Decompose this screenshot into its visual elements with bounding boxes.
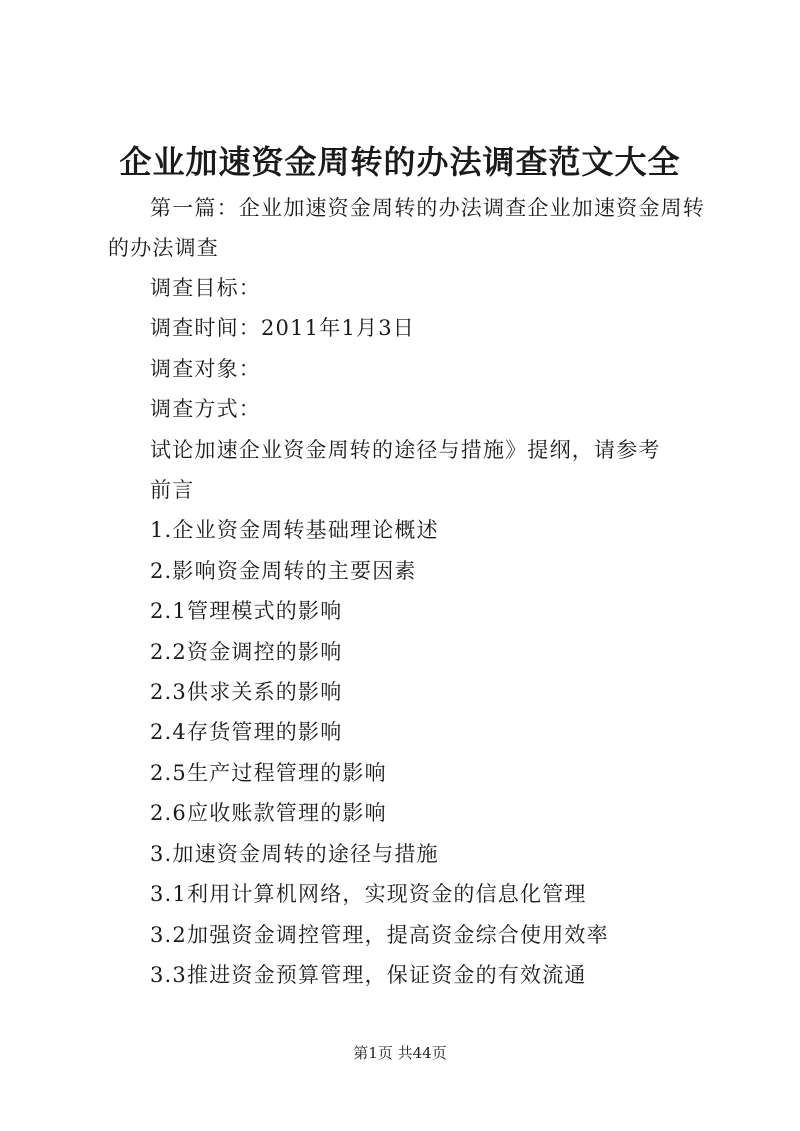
intro-paragraph: 第一篇：企业加速资金周转的办法调查企业加速资金周转的办法调查: [108, 196, 705, 260]
document-title: 企业加速资金周转的办法调查范文大全: [119, 143, 681, 181]
document-body: [108, 188, 708, 995]
outline-item: 2.4存货管理的影响: [150, 720, 343, 745]
outline-item: 3.1利用计算机网络，实现资金的信息化管理: [150, 882, 587, 907]
survey-goal-line: 调查目标：: [150, 276, 261, 300]
outline-item: 1.企业资金周转基础理论概述: [150, 518, 439, 543]
outline-item: 2.3供求关系的影响: [150, 680, 343, 705]
outline-item: 2.2资金调控的影响: [150, 639, 343, 664]
outline-item: 2.影响资金周转的主要因素: [150, 558, 417, 583]
outline-item: 3.加速资金周转的途径与措施: [150, 841, 439, 866]
outline-item: 2.5生产过程管理的影响: [150, 760, 387, 785]
outline-item: 3.2加强资金调控管理，提高资金综合使用效率: [150, 922, 609, 947]
outline-item: 2.1管理模式的影响: [150, 599, 343, 624]
survey-method-line: 调查方式：: [150, 397, 261, 422]
survey-time-line: 调查时间：2011年1月3日: [150, 316, 415, 341]
survey-target-line: 调查对象：: [150, 356, 261, 381]
outline-intro-line: 试论加速企业资金周转的途径与措施》提纲，请参考: [150, 437, 661, 462]
page-number-footer: 第1页 共44页: [353, 1044, 447, 1062]
outline-item: 前言: [150, 478, 195, 503]
outline-item: 2.6应收账款管理的影响: [150, 801, 387, 826]
outline-item: 3.3推进资金预算管理，保证资金的有效流通: [150, 962, 587, 987]
